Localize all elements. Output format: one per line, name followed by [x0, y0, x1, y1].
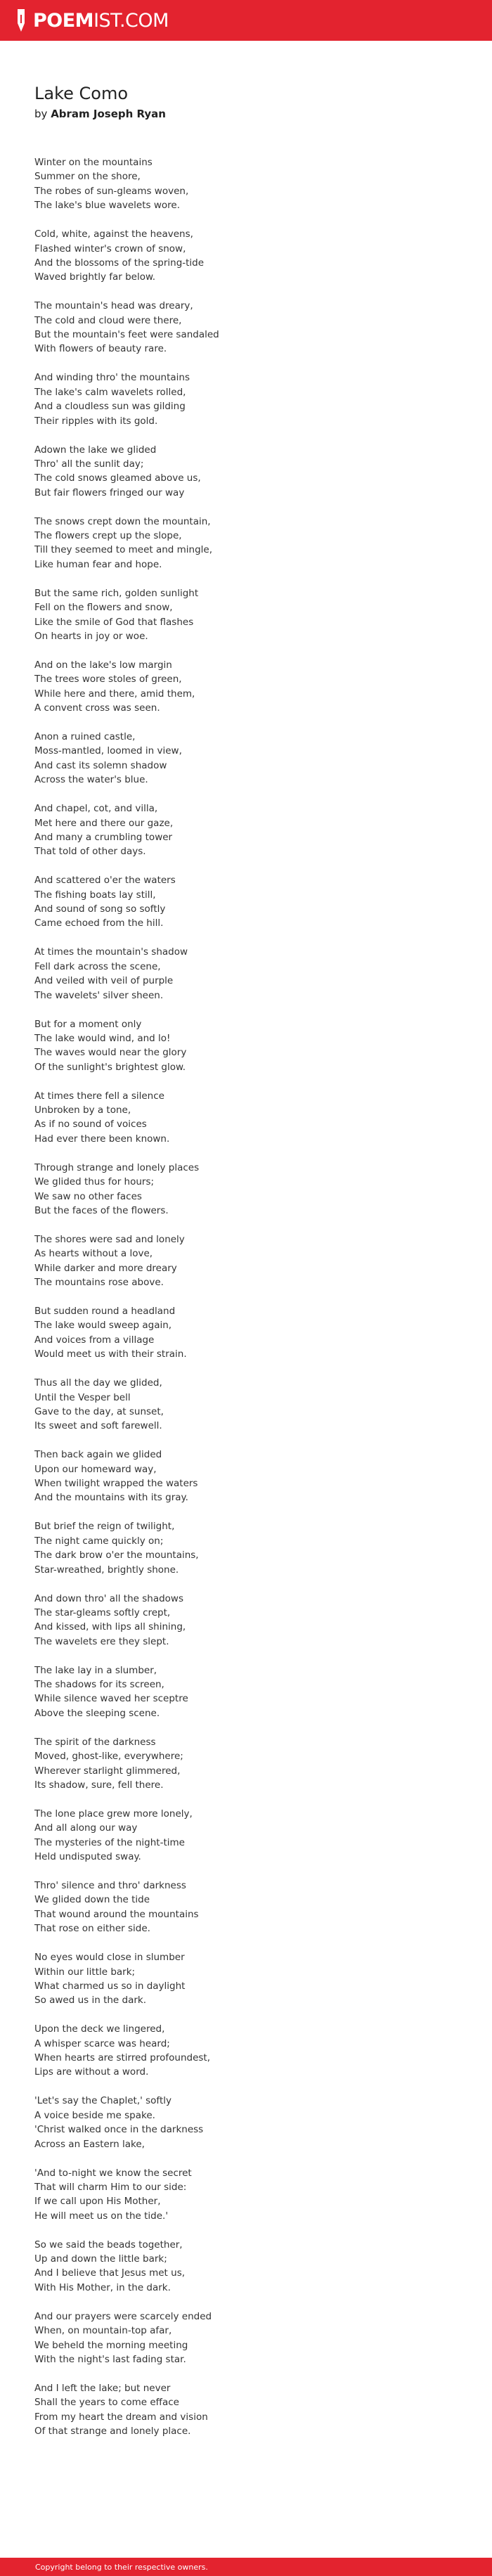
stanza [34, 945, 470, 1003]
poem-line: That rose on either side. [34, 1923, 150, 1935]
top-bar [0, 0, 492, 41]
poem-line: As hearts without a love, [34, 1248, 153, 1260]
poem-line: With the night's last fading star. [34, 2353, 186, 2365]
poem-line: When, on mountain-top afar, [34, 2325, 172, 2337]
poem-line: So awed us in the dark. [34, 1995, 147, 2007]
poem-line: Their ripples with its gold. [34, 415, 158, 427]
poem-line: Till they seemed to meet and mingle, [34, 544, 213, 556]
poem-line: When twilight wrapped the waters [34, 1478, 198, 1490]
stanza [34, 801, 470, 859]
stanza [34, 1161, 470, 1218]
poem-line: And scattered o'er the waters [34, 875, 176, 887]
pen-nib-icon [15, 8, 27, 33]
poem-line: But for a moment only [34, 1018, 142, 1030]
poem-line: What charmed us so in daylight [34, 1980, 186, 1992]
poem-line: But the mountain's feet were sandaled [34, 329, 219, 341]
stanza [34, 1017, 470, 1075]
poem-line: Above the sleeping scene. [34, 1707, 160, 1719]
poem-line: And voices from a village [34, 1334, 155, 1346]
poem-line: Would meet us with their strain. [34, 1348, 187, 1360]
stanza [34, 1735, 470, 1793]
poem-line: While silence waved her sceptre [34, 1693, 188, 1705]
poem-line: Its shadow, sure, fell there. [34, 1779, 164, 1791]
poem-line: Star-wreathed, brightly shone. [34, 1564, 179, 1576]
poem-line: Flashed winter's crown of snow, [34, 243, 186, 255]
poem-line: And down thro' all the shadows [34, 1592, 184, 1604]
poem-line: Cold, white, against the heavens, [34, 228, 193, 240]
poem-line: Through strange and lonely places [34, 1161, 200, 1173]
poem-line: Thro' silence and thro' darkness [34, 1880, 186, 1891]
poem-line: Lips are without a word. [34, 2066, 149, 2078]
poem-body [34, 155, 470, 2439]
poem-line: While darker and more dreary [34, 1262, 177, 1274]
stanza [34, 730, 470, 787]
stanza [34, 1519, 470, 1577]
poem-line: Held undisputed sway. [34, 1851, 141, 1863]
poem-line: A whisper scarce was heard; [34, 2037, 170, 2049]
poem-line: We glided down the tide [34, 1894, 150, 1906]
poem-line: The shores were sad and lonely [34, 1233, 185, 1245]
poem-line: That will charm Him to our side: [34, 2181, 187, 2193]
poem-line: The lake would sweep again, [34, 1320, 172, 1332]
poem-line: The mountain's head was dreary, [34, 300, 193, 312]
poem-line: Gave to the day, at sunset, [34, 1405, 164, 1417]
stanza [34, 227, 470, 285]
poem-line: The night came quickly on; [34, 1535, 164, 1547]
poem-line: Winter on the mountains [34, 157, 153, 168]
poem-line: 'Christ walked once in the darkness [34, 2124, 204, 2136]
logo-rest: IST.COM [93, 9, 169, 32]
poem-line: The lake lay in a slumber, [34, 1664, 157, 1676]
poem-line: Of that strange and lonely place. [34, 2426, 191, 2437]
poem-line: He will meet us on the tide.' [34, 2210, 169, 2222]
poem-line: And chapel, cot, and villa, [34, 803, 158, 815]
stanza [34, 1089, 470, 1147]
poem-line: Met here and there our gaze, [34, 817, 174, 829]
poem-line: And a cloudless sun was gilding [34, 401, 186, 413]
poem-line: We glided thus for hours; [34, 1176, 155, 1188]
stanza [34, 1376, 470, 1434]
poem-line: As if no sound of voices [34, 1119, 147, 1131]
poem-line: If we call upon His Mother, [34, 2196, 161, 2208]
poem-line: And the blossoms of the spring-tide [34, 257, 205, 269]
stanza [34, 2022, 470, 2080]
poem-line: We beheld the morning meeting [34, 2339, 188, 2351]
poem-line: The snows crept down the mountain, [34, 515, 211, 527]
stanza [34, 1232, 470, 1290]
stanza [34, 2094, 470, 2151]
footer-copyright: Copyright belong to their respective owners. [35, 2562, 208, 2572]
stanza [34, 371, 470, 428]
poem-line: Like the smile of God that flashes [34, 616, 194, 628]
poem-line: Like human fear and hope. [34, 558, 162, 570]
poem-line: And kissed, with lips all shining, [34, 1621, 186, 1633]
poem-line: The flowers crept up the slope, [34, 530, 182, 542]
poem-line: Wherever starlight glimmered, [34, 1765, 181, 1777]
stanza [34, 1879, 470, 1936]
poem-line: But the same rich, golden sunlight [34, 587, 199, 599]
poem-line: The trees wore stoles of green, [34, 674, 182, 685]
poem-line: And I left the lake; but never [34, 2382, 171, 2394]
poem-line: 'Let's say the Chaplet,' softly [34, 2095, 171, 2107]
poem-line: The mysteries of the night-time [34, 1836, 185, 1848]
poem-line: The lake would wind, and lo! [34, 1032, 171, 1044]
stanza [34, 2381, 470, 2439]
poem-line: And cast its solemn shadow [34, 759, 167, 771]
footer [0, 2558, 492, 2576]
poem-line: The dark brow o'er the mountains, [34, 1550, 199, 1561]
poem-line: Upon the deck we lingered, [34, 2023, 165, 2035]
poem-line: Then back again we glided [34, 1449, 162, 1461]
poem-line: On hearts in joy or woe. [34, 630, 148, 642]
poem-line: Moss-mantled, loomed in view, [34, 745, 182, 757]
poem-line: The fishing boats lay still, [34, 889, 156, 901]
poem-line: Had ever there been known. [34, 1133, 170, 1145]
poem-line: The cold and cloud were there, [34, 314, 182, 326]
poem-line: The lake's blue wavelets wore. [34, 200, 181, 212]
stanza [34, 155, 470, 213]
poem-line: Upon our homeward way, [34, 1463, 157, 1475]
byline [34, 107, 470, 121]
poem-content [34, 83, 470, 2453]
poem-line: That told of other days. [34, 846, 146, 858]
poem-line: That wound around the mountains [34, 1908, 199, 1920]
poem-line: The lake's calm wavelets rolled, [34, 386, 186, 398]
poem-line: And the mountains with its gray. [34, 1492, 188, 1504]
poem-line: But fair flowers fringed our way [34, 487, 185, 498]
stanza [34, 1304, 470, 1362]
poem-line: A convent cross was seen. [34, 702, 160, 714]
poem-line: And our prayers were scarcely ended [34, 2310, 212, 2322]
stanza [34, 515, 470, 572]
poem-line: Across an Eastern lake, [34, 2138, 145, 2150]
poem-line: Came echoed from the hill. [34, 917, 164, 929]
poem-line: Fell on the flowers and snow, [34, 602, 173, 614]
poem-line: The lone place grew more lonely, [34, 1808, 193, 1820]
poem-line: With His Mother, in the dark. [34, 2281, 171, 2293]
poem-line: The wavelets' silver sheen. [34, 989, 164, 1001]
poem-line: The cold snows gleamed above us, [34, 472, 201, 484]
stanza [34, 1807, 470, 1865]
poem-line: Of the sunlight's brightest glow. [34, 1061, 186, 1073]
poem-line: Thus all the day we glided, [34, 1377, 162, 1389]
stanza [34, 299, 470, 356]
poem-line: Unbroken by a tone, [34, 1105, 131, 1116]
stanza [34, 1592, 470, 1649]
poem-line: No eyes would close in slumber [34, 1952, 185, 1964]
poem-title: Lake Como [34, 84, 129, 103]
poem-line: The star-gleams softly crept, [34, 1606, 171, 1618]
poem-line: Across the water's blue. [34, 774, 148, 786]
poem-line: And veiled with veil of purple [34, 975, 174, 987]
stanza [34, 2238, 470, 2295]
stanza [34, 2166, 470, 2224]
poem-line: Moved, ghost-like, everywhere; [34, 1751, 183, 1763]
poem-line: The spirit of the darkness [34, 1736, 156, 1748]
stanza [34, 658, 470, 716]
poem-line: Within our little bark; [34, 1966, 136, 1978]
poem-line: With flowers of beauty rare. [34, 343, 167, 355]
poem-line: We saw no other faces [34, 1190, 142, 1202]
poem-line: And I believe that Jesus met us, [34, 2267, 186, 2279]
poem-line: A voice beside me spake. [34, 2109, 155, 2121]
poem-line: But brief the reign of twilight, [34, 1521, 175, 1533]
poem-line: The robes of sun-gleams woven, [34, 185, 189, 197]
poem-line: When hearts are stirred profoundest, [34, 2052, 210, 2064]
poem-line: The mountains rose above. [34, 1277, 164, 1289]
poem-line: But sudden round a headland [34, 1306, 176, 1317]
poem-line: And all along our way [34, 1822, 138, 1834]
poem-line: And on the lake's low margin [34, 659, 172, 671]
poem-line: At times there fell a silence [34, 1090, 164, 1102]
poem-line: And sound of song so softly [34, 903, 166, 915]
poem-line: Waved brightly far below. [34, 271, 156, 283]
stanza [34, 586, 470, 644]
poem-line: Shall the years to come efface [34, 2397, 179, 2409]
poem-line: Until the Vesper bell [34, 1391, 131, 1403]
poem-line: Thro' all the sunlit day; [34, 458, 144, 470]
stanza [34, 1448, 470, 1505]
poem-line: The waves would near the glory [34, 1047, 187, 1059]
stanza [34, 873, 470, 931]
byline-prefix: by [34, 108, 48, 120]
stanza [34, 443, 470, 501]
poem-line: The wavelets ere they slept. [34, 1635, 169, 1647]
poem-line: And many a crumbling tower [34, 831, 173, 843]
poem-line: Anon a ruined castle, [34, 731, 136, 742]
logo-text [33, 11, 169, 30]
poem-line: Its sweet and soft farewell. [34, 1420, 162, 1432]
poem-line: But the faces of the flowers. [34, 1204, 169, 1216]
poem-line: At times the mountain's shadow [34, 946, 188, 958]
poem-line: 'And to-night we know the secret [34, 2167, 192, 2179]
poem-line: So we said the beads together, [34, 2239, 183, 2250]
poem-line: The shadows for its screen, [34, 1679, 164, 1691]
poem-line: Summer on the shore, [34, 171, 141, 183]
site-logo[interactable] [15, 8, 169, 33]
author-link[interactable]: Abram Joseph Ryan [51, 108, 166, 120]
stanza [34, 2310, 470, 2367]
logo-strong: POEM [33, 9, 94, 32]
poem-line: From my heart the dream and vision [34, 2411, 208, 2423]
poem-line: Up and down the little bark; [34, 2253, 167, 2265]
poem-line: And winding thro' the mountains [34, 372, 190, 384]
poem-line: Fell dark across the scene, [34, 960, 161, 972]
poem-line: While here and there, amid them, [34, 688, 195, 700]
stanza [34, 1950, 470, 2008]
stanza [34, 1663, 470, 1721]
poem-line: Adown the lake we glided [34, 444, 157, 456]
